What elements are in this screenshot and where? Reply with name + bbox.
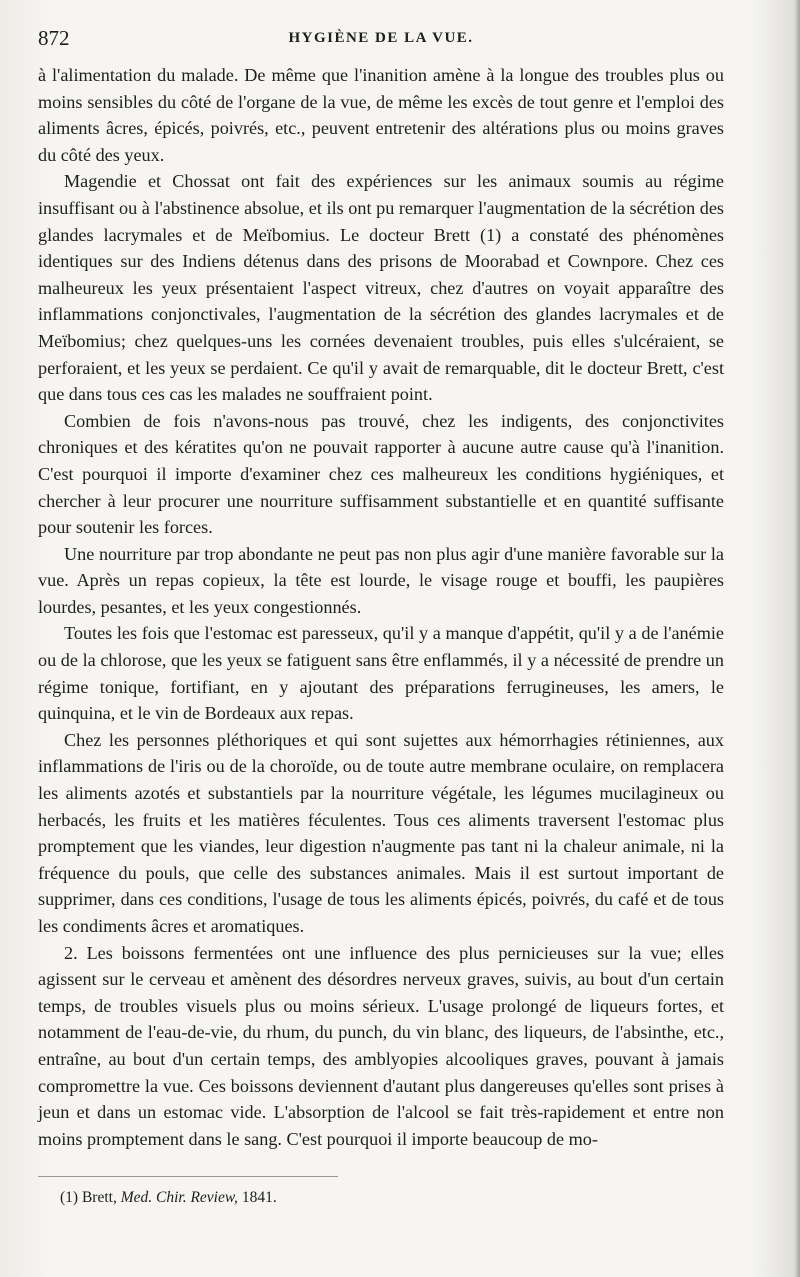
paragraph: Toutes les fois que l'estomac est paresseux, qu'il y a manque d'appétit, qu'il y a de l'anémie ou de la chlorose, que les yeux se fatiguent sans être enflammés, il y a nécessité de prendre un régime tonique, fortifiant, en y ajoutant des préparations ferrugineuses, les amers, le quinquina, et le vin de Bordeaux aux repas. xyxy=(38,623,724,724)
body-text xyxy=(38,62,724,1152)
footnote-author: Brett, xyxy=(81,1189,117,1206)
page-number: 872 xyxy=(38,26,70,50)
paragraph: 2. Les boissons fermentées ont une influence des plus pernicieuses sur la vue; elles agissent sur le cerveau et amènent des désordres nerveux graves, suivis, au bout d'un certain temps, de troubles visuels plus ou moins sérieux. L'usage prolongé de liqueurs fortes, et notamment de l'eau-de-vie, du rhum, du punch, du vin blanc, des liqueurs, de l'absinthe, etc., entraîne, au bout d'un certain temps, des amblyopies alcooliques graves, pouvant à jamais compromettre la vue. Ces boissons deviennent d'autant plus dangereuses qu'elles sont prises à jeun et dans un estomac vide. L'absorption de l'alcool se fait très-rapidement et entre non moins promptement dans le sang. C'est pourquoi il importe beaucoup de mo- xyxy=(38,942,724,1149)
footnote-journal: Med. Chir. Review, xyxy=(120,1189,238,1206)
paragraph: Une nourriture par trop abondante ne peut pas non plus agir d'une manière favorable sur la vue. Après un repas copieux, la tête est lourde, le visage rouge et bouffi, les paupières lourdes, pesantes, et les yeux congestionnés. xyxy=(38,543,724,617)
footnote xyxy=(60,1188,720,1208)
page-header xyxy=(38,26,724,58)
footnote-year: 1841. xyxy=(241,1189,277,1206)
page-edge-shadow xyxy=(794,0,800,1277)
paragraph: Chez les personnes pléthoriques et qui sont sujettes aux hémorrhagies rétiniennes, aux inflammations de l'iris ou de la choroïde, ou de toute autre membrane oculaire, on remplacera les aliments azotés et substantiels par la nourriture végétale, les légumes mucilagineux ou herbacés, les fruits et les matières féculentes. Tous ces aliments traversent l'estomac plus promptement que les viandes, leur digestion n'augmente pas tant ni la chaleur animale, ni la fréquence du pouls, que celle des substances animales. Mais il est surtout important de supprimer, dans ces conditions, l'usage de tous les aliments épicés, poivrés, du café et de tous les condiments âcres et aromatiques. xyxy=(38,729,724,936)
footnote-marker: (1) xyxy=(60,1189,79,1206)
paragraph: Magendie et Chossat ont fait des expériences sur les animaux soumis au régime insuffisant ou à l'abstinence absolue, et ils ont pu remarquer l'augmentation de la sécrétion des glandes lacrymales et de Meïbomius. Le docteur Brett (1) a constaté des phénomènes identiques sur des Indiens détenus dans des prisons de Moorabad et Cownpore. Chez ces malheureux les yeux présentaient l'aspect vitreux, chez d'autres on voyait apparaître des inflammations conjonctivales, l'augmentation de la sécrétion des glandes lacrymales et de Meïbomius; chez quelques-uns les cornées devenaient troubles, puis elles s'ulcéraient, se perforaient, et les yeux se perdaient. Ce qu'il y avait de remarquable, dit le docteur Brett, c'est que dans tous ces cas les malades ne souffraient point. xyxy=(38,171,724,405)
footnote-divider xyxy=(38,1176,338,1177)
running-title: HYGIÈNE DE LA VUE. xyxy=(288,30,474,46)
paragraph: Combien de fois n'avons-nous pas trouvé, chez les indigents, des conjonctivites chroniques et des kératites qu'on ne pouvait rapporter à aucune autre cause qu'à l'inanition. C'est pourquoi il importe d'examiner chez ces malheureux les conditions hygiéniques, et chercher à leur procurer une nourriture suffisamment substantielle et en quantité suffisante pour soutenir les forces. xyxy=(38,410,724,538)
paragraph: à l'alimentation du malade. De même que l'inanition amène à la longue des troubles plus ou moins sensibles du côté de l'organe de la vue, de même les excès de tout genre et l'emploi des aliments âcres, épicés, poivrés, etc., peuvent entretenir des altérations plus ou moins graves du côté des yeux. xyxy=(38,65,724,165)
